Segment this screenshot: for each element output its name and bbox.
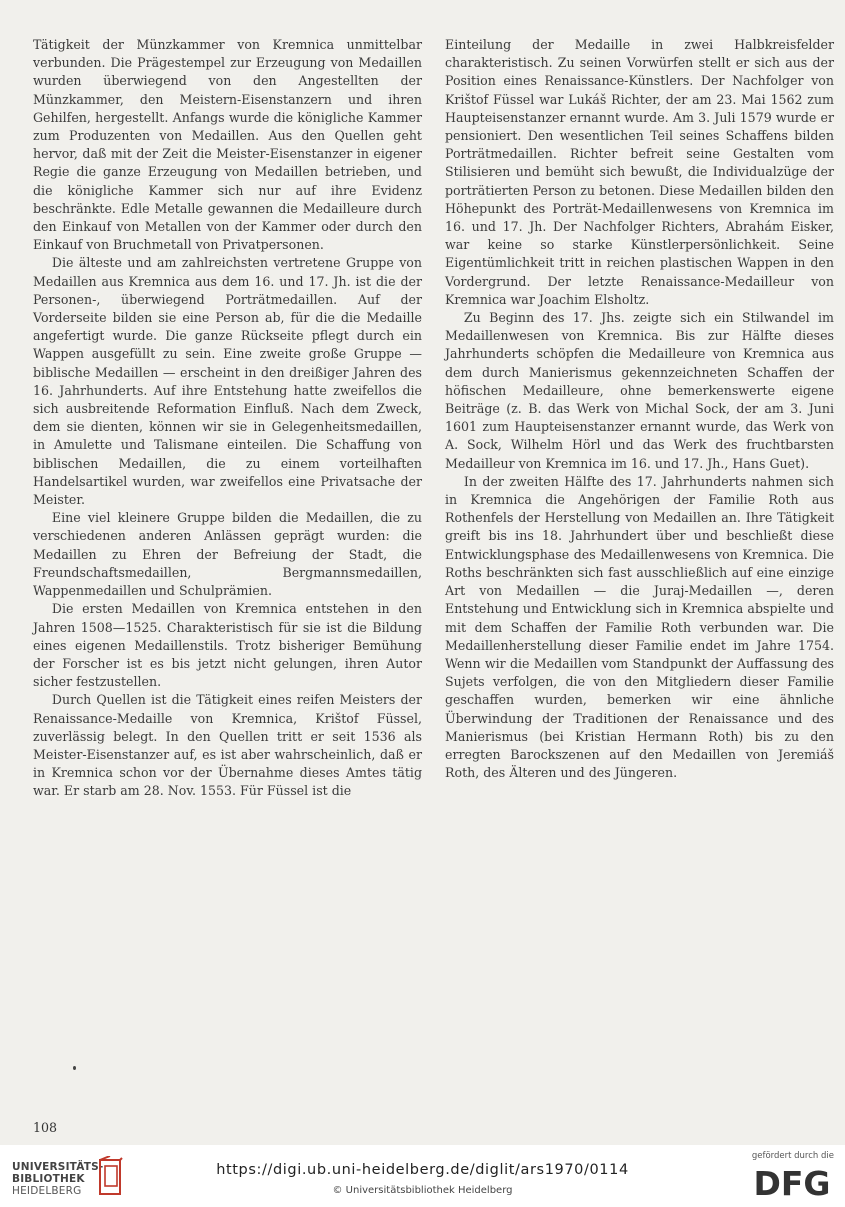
paragraph: Die ersten Medaillen von Kremnica entstehen in den Jahren 1508—1525. Charakteristisch für sie ist die Bildung eines eigenen Medaillenstils. Trotz bisheriger Bemühung der Forscher ist es bis jetzt nicht gelungen, ihren Autor sicher festzustellen. xyxy=(33,601,422,690)
paragraph: Durch Quellen ist die Tätigkeit eines reifen Meisters der Renaissance-Medaille von Kremnica, Krištof Füssel, zuverlässig belegt. In den Quellen tritt er seit 1536 als Meister-Eisenstanzer auf, es ist aber wahrscheinlich, daß er in Kremnica schon vor der Übernahme dieses Amtes tätig war. Er starb am 28. Nov. 1553. Für Füssel ist die xyxy=(33,692,422,799)
paragraph: Eine viel kleinere Gruppe bilden die Medaillen, die zu verschiedenen anderen Anlässen geprägt wurden: die Medaillen zu Ehren der Befreiung der Stadt, die Freundschaftsmedaillen, Bergmannsmedaillen, Wappenmedaillen und Schulprämien. xyxy=(33,510,422,599)
dfg-wordmark-icon xyxy=(750,1165,834,1199)
right-text-column xyxy=(445,36,834,782)
dfg-logo[interactable] xyxy=(748,1151,834,1203)
library-name-line: UNIVERSITÄTS- xyxy=(12,1161,104,1173)
funding-caption: gefördert durch die xyxy=(751,1151,834,1161)
library-name-line: HEIDELBERG xyxy=(12,1185,82,1197)
paragraph: Einteilung der Medaille in zwei Halbkreisfelder charakteristisch. Zu seinen Vorwürfen stellt er sich aus der Position eines Renaissance-Künstlers. Der Nachfolger von Krištof Füssel war Lukáš Richter, der am 23. Mai 1562 zum Haupteisenstanzer ernannt wurde. Am 3. Juli 1579 wurde er pensioniert. Den wesentlichen Teil seines Schaffens bilden Porträtmedaillen. Richter befreit seine Gestalten vom Stilisieren und bemüht sich bewußt, die Individualzüge der porträtierten Person zu betonen. Diese Medaillen bilden den Höhepunkt des Porträt-Medaillenwesens von Kremnica im 16. und 17. Jh. Der Nachfolger Richters, Abrahám Eisker, war keine so starke Künstlerpersönlichkeit. Seine Eigentümlichkeit tritt in reichen plastischen Wappen in den Vordergrund. Der letzte Renaissance-Medailleur von Kremnica war Joachim Elsholtz. xyxy=(445,37,834,307)
paragraph: Die älteste und am zahlreichsten vertretene Gruppe von Medaillen aus Kremnica aus dem 16. und 17. Jh. ist die der Personen-, überwiegend Porträtmedaillen. Auf der Vorderseite bilden sie eine Person ab, für die die Medaille angefertigt wurde. Die ganze Rückseite pflegt durch ein Wappen ausgefüllt zu sein. Eine zweite große Gruppe — biblische Medaillen — erscheint in den dreißiger Jahren des 16. Jahrhunderts. Auf ihre Entstehung hatte zweifellos die sich ausbreitende Reformation Einfluß. Nach dem Zweck, dem sie dienten, können wir sie in Gelegenheitsmedaillen, in Amulette und Talismane einteilen. Die Schaffung von biblischen Medaillen, die zu einem vorteilhaften Handelsartikel wurden, war zweifellos eine Privatsache der Meister. xyxy=(33,255,422,508)
copyright-notice: © Universitätsbibliothek Heidelberg xyxy=(332,1185,513,1196)
library-name-line: BIBLIOTHEK xyxy=(12,1173,85,1185)
left-text-column xyxy=(33,36,422,801)
paragraph: In der zweiten Hälfte des 17. Jahrhunderts nahmen sich in Kremnica die Angehörigen der Familie Roth aus Rothenfels der Herstellung von Medaillen an. Ihre Tätigkeit greift bis ins 18. Jahrhundert über und beschließt diese Entwicklungsphase des Medaillenwesens von Kremnica. Die Roths beschränkten sich fast ausschließlich auf eine einzige Art von Medaillen — die Juraj-Medaillen —, deren Entstehung und Entwicklung sich in Kremnica abspielte und mit dem Schaffen der Familie Roth verbunden war. Die Medaillenherstellung dieser Familie endet im Jahre 1754. Wenn wir die Medaillen vom Standpunkt der Auffassung des Sujets verfolgen, die von den Mitgliedern dieser Familie geschaffen wurden, bemerken wir eine ähnliche Überwindung der Traditionen der Renaissance und des Manierismus (bei Kristian Hermann Roth) bis zu den erregten Barockszenen auf den Medaillen von Jeremiáš Roth, des Älteren und des Jüngeren. xyxy=(445,473,834,781)
paragraph: Zu Beginn des 17. Jhs. zeigte sich ein Stilwandel im Medaillenwesen von Kremnica. Bis zur Hälfte dieses Jahrhunderts schöpfen die Medailleure von Kremnica aus dem durch Manierismus gekennzeichneten Schaffen der höfischen Medailleure, ohne bemerkenswerte eigene Beiträge (z. B. das Werk von Michal Sock, der am 3. Juni 1601 zum Haupteisenstanzer ernannt wurde, das Werk von A. Sock, Wilhelm Hörl und das Werk des fruchtbarsten Medailleur von Kremnica im 16. und 17. Jh., Hans Guet). xyxy=(445,310,834,471)
viewer-footer xyxy=(0,1145,845,1207)
paragraph: Tätigkeit der Münzkammer von Kremnica unmittelbar verbunden. Die Prägestempel zur Erzeugung von Medaillen wurden überwiegend von den Angestellten der Münzkammer, den Meistern-Eisenstanzern und ihren Gehilfen, hergestellt. Anfangs wurde die königliche Kammer zum Produzenten von Medaillen. Aus den Quellen geht hervor, daß mit der Zeit die Meister-Eisenstanzer in eigener Regie die ganze Erzeugung von Medaillen betrieben, und die königliche Kammer sich nur auf ihre Evidenz beschränkte. Edle Metalle gewannen die Medailleure durch den Einkauf von Metallen von der Kammer oder durch den Einkauf von Bruchmetall von Privatpersonen. xyxy=(33,37,422,253)
ink-speck xyxy=(73,1066,76,1070)
dfg-wordmark: DFG xyxy=(753,1165,831,1199)
document-url-link[interactable]: https://digi.ub.uni-heidelberg.de/diglit/ars1970/0114 xyxy=(216,1162,629,1178)
page-number: 108 xyxy=(33,1120,58,1135)
